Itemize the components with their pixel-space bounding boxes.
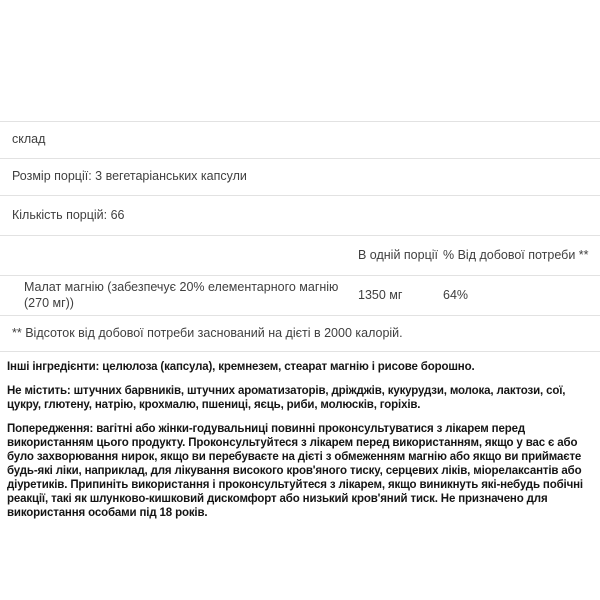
table-row [0, 276, 600, 316]
daily-value-footnote: ** Відсоток від добової потреби заснований на дієті в 2000 калорій. [12, 325, 403, 340]
column-header-daily-value: % Від добової потреби ** [443, 247, 589, 262]
servings-count-text: Кількість порцій: 66 [12, 207, 125, 222]
supplement-facts-panel [0, 121, 600, 352]
warnings-text: Попередження: вагітні або жінки-годувальниці повинні проконсультуватися з лікарем перед використанням цього продукту. Проконсультуйтеся з лікарем перед використанням, якщо у вас є або було захворювання нирок, якщо ви перебуваєте на дієті з обмеженням магнію або якщо ви приймаєте будь-які ліки, наприклад, для лікування високого кров'яного тиску, серцевих ліків, міорелаксантів або діуретиків. Припиніть використання і проконсультуйтеся з лікарем, якщо виникнуть які-небудь побічні реакції, такі як шлунково-кишковий дискомфорт або низький кров'яний тиск. Не призначено для використання особами під 18 років. [7, 423, 583, 519]
section-title-row [0, 122, 600, 159]
ingredient-amount: 1350 мг [358, 287, 403, 302]
table-header-row [0, 236, 600, 276]
column-header-amount-per-serving: В одній порції [358, 247, 438, 262]
daily-value-footnote-row [0, 316, 600, 352]
does-not-contain-text: Не містить: штучних барвників, штучних ароматизаторів, дріжджів, кукурудзи, молока, лактози, сої, цукру, глютену, натрію, крохмалю, пшениці, яєць, риби, молюсків, горіхів. [7, 385, 566, 411]
ingredient-name: Малат магнію (забезпечує 20% елементарного магнію (270 мг)) [24, 280, 339, 310]
serving-size-text: Розмір порції: 3 вегетаріанських капсули [12, 169, 247, 184]
fine-print-section [7, 360, 587, 530]
servings-count-row [0, 196, 600, 236]
ingredient-daily-value: 64% [443, 287, 469, 302]
section-title: склад [12, 132, 46, 147]
serving-size-row [0, 159, 600, 196]
other-ingredients-text: Інші інгредієнти: целюлоза (капсула), кремнезем, стеарат магнію і рисове борошно. [7, 361, 475, 373]
